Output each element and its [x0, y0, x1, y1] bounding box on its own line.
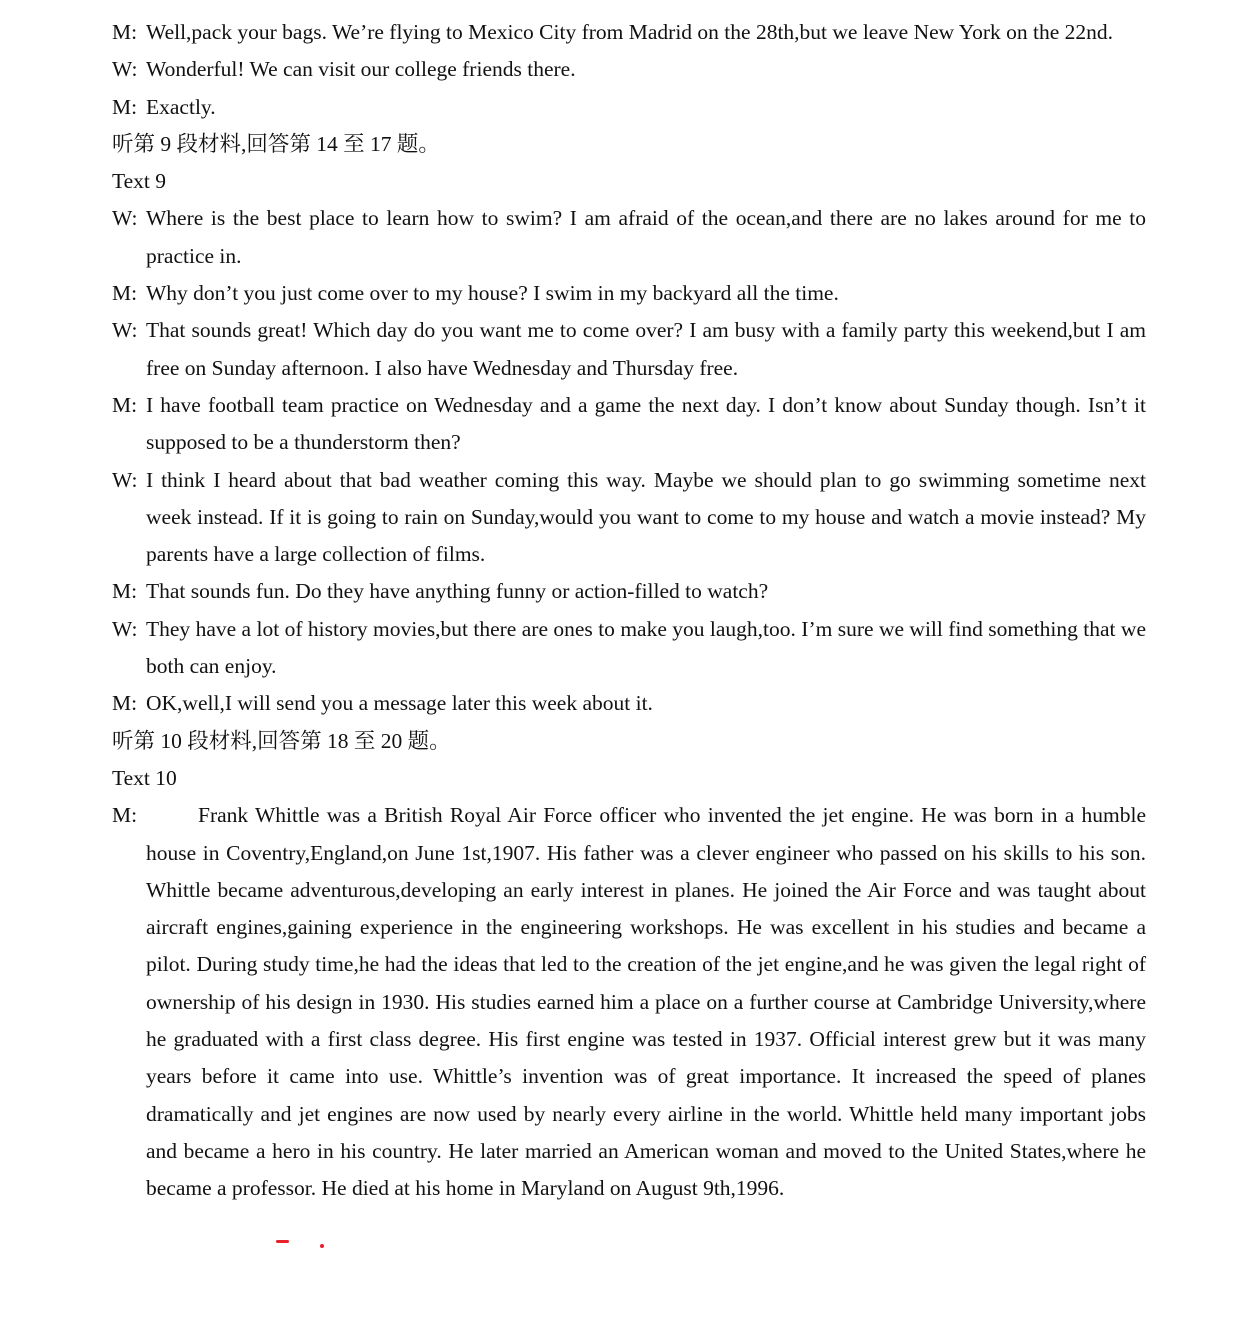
red-pen-dot-mark: [320, 1244, 324, 1248]
utterance-text: They have a lot of history movies,but there are ones to make you laugh,too. I’m sure we will find something that we both can enjoy.: [146, 616, 1146, 679]
speaker-label: M:: [112, 20, 138, 44]
speaker-label: W:: [112, 467, 138, 492]
dialogue-turn: [112, 312, 1146, 387]
speaker-label: M:: [112, 392, 138, 417]
utterance-text: I have football team practice on Wednesday and a game the next day. I don’t know about Sunday though. Isn’t it supposed to be a thunderstorm then?: [146, 392, 1146, 455]
utterance-text: Why don’t you just come over to my house? I swim in my backyard all the time.: [146, 281, 839, 306]
dialogue-turn: [112, 387, 1146, 462]
utterance-text: That sounds great! Which day do you want me to come over? I am busy with a family party this weekend,but I am free on Sunday afternoon. I also have Wednesday and Thursday free.: [146, 318, 1146, 380]
dialogue-turn: [112, 200, 1146, 275]
transcript: [112, 14, 1146, 1208]
utterance-text: That sounds fun. Do they have anything funny or action-filled to watch?: [146, 579, 769, 604]
red-pen-dash-mark: [276, 1240, 289, 1243]
dialogue-turn: [112, 14, 1146, 51]
section-heading: 听第 9 段材料,回答第 14 至 17 题。: [112, 131, 440, 156]
dialogue-turn: [112, 275, 1146, 312]
speaker-label: W:: [112, 206, 138, 231]
speaker-label: W:: [112, 57, 138, 82]
dialogue-turn: [112, 573, 1146, 610]
utterance-text: Exactly.: [146, 94, 216, 119]
section-heading: Text 10: [112, 765, 177, 790]
speaker-label: M:: [112, 281, 138, 306]
dialogue-turn: [112, 611, 1146, 686]
speaker-label: W:: [112, 318, 138, 343]
utterance-text: I think I heard about that bad weather coming this way. Maybe we should plan to go swimming sometime next week instead. If it is going to rain on Sunday,would you want to come to my house and watch a movie instead? My parents have a large collection of films.: [146, 467, 1146, 567]
speaker-label: M:: [112, 94, 138, 119]
speaker-label: M:: [112, 803, 138, 828]
section-heading: Text 9: [112, 169, 167, 194]
dialogue-turn: [112, 685, 1146, 722]
utterance-text: OK,well,I will send you a message later this week about it.: [146, 691, 653, 716]
speaker-label: M:: [112, 691, 138, 716]
utterance-text: Frank Whittle was a British Royal Air Force officer who invented the jet engine. He was born in a humble house in Coventry,England,on June 1st,1907. His father was a clever engineer who passed on his skills to his son. Whittle became adventurous,developing an early interest in planes. He joined the Air Force and was taught about aircraft engines,gaining experience in the engineering workshops. He was excellent in his studies and became a pilot. During study time,he had the ideas that led to the creation of the jet engine,and he was given the legal right of ownership of his design in 1930. His studies earned him a place on a further course at Cambridge University,where he graduated with a first class degree. His first engine was tested in 1937. Official interest grew but it was many years before it came into use. Whittle’s invention was of great importance. It increased the speed of planes dramatically and jet engines are now used by nearly every airline in the world. Whittle held many important jobs and became a hero in his country. He later married an American woman and moved to the United States,where he became a professor. He died at his home in Maryland on August 9th,1996.: [146, 803, 1146, 1201]
dialogue-turn: [112, 462, 1146, 574]
utterance-text: Wonderful! We can visit our college friends there.: [146, 57, 576, 82]
speaker-label: M:: [112, 579, 138, 604]
section-heading: 听第 10 段材料,回答第 18 至 20 题。: [112, 728, 451, 753]
dialogue-turn: [112, 89, 1146, 126]
document-page: [112, 14, 1146, 1208]
utterance-text: Well,pack your bags. We’re flying to Mexico City from Madrid on the 28th,but we leave New York on the 22nd.: [146, 20, 1114, 44]
speaker-label: W:: [112, 616, 138, 641]
dialogue-turn: [112, 797, 1146, 1207]
utterance-text: Where is the best place to learn how to swim? I am afraid of the ocean,and there are no lakes around for me to practice in.: [146, 206, 1146, 268]
dialogue-turn: [112, 51, 1146, 88]
